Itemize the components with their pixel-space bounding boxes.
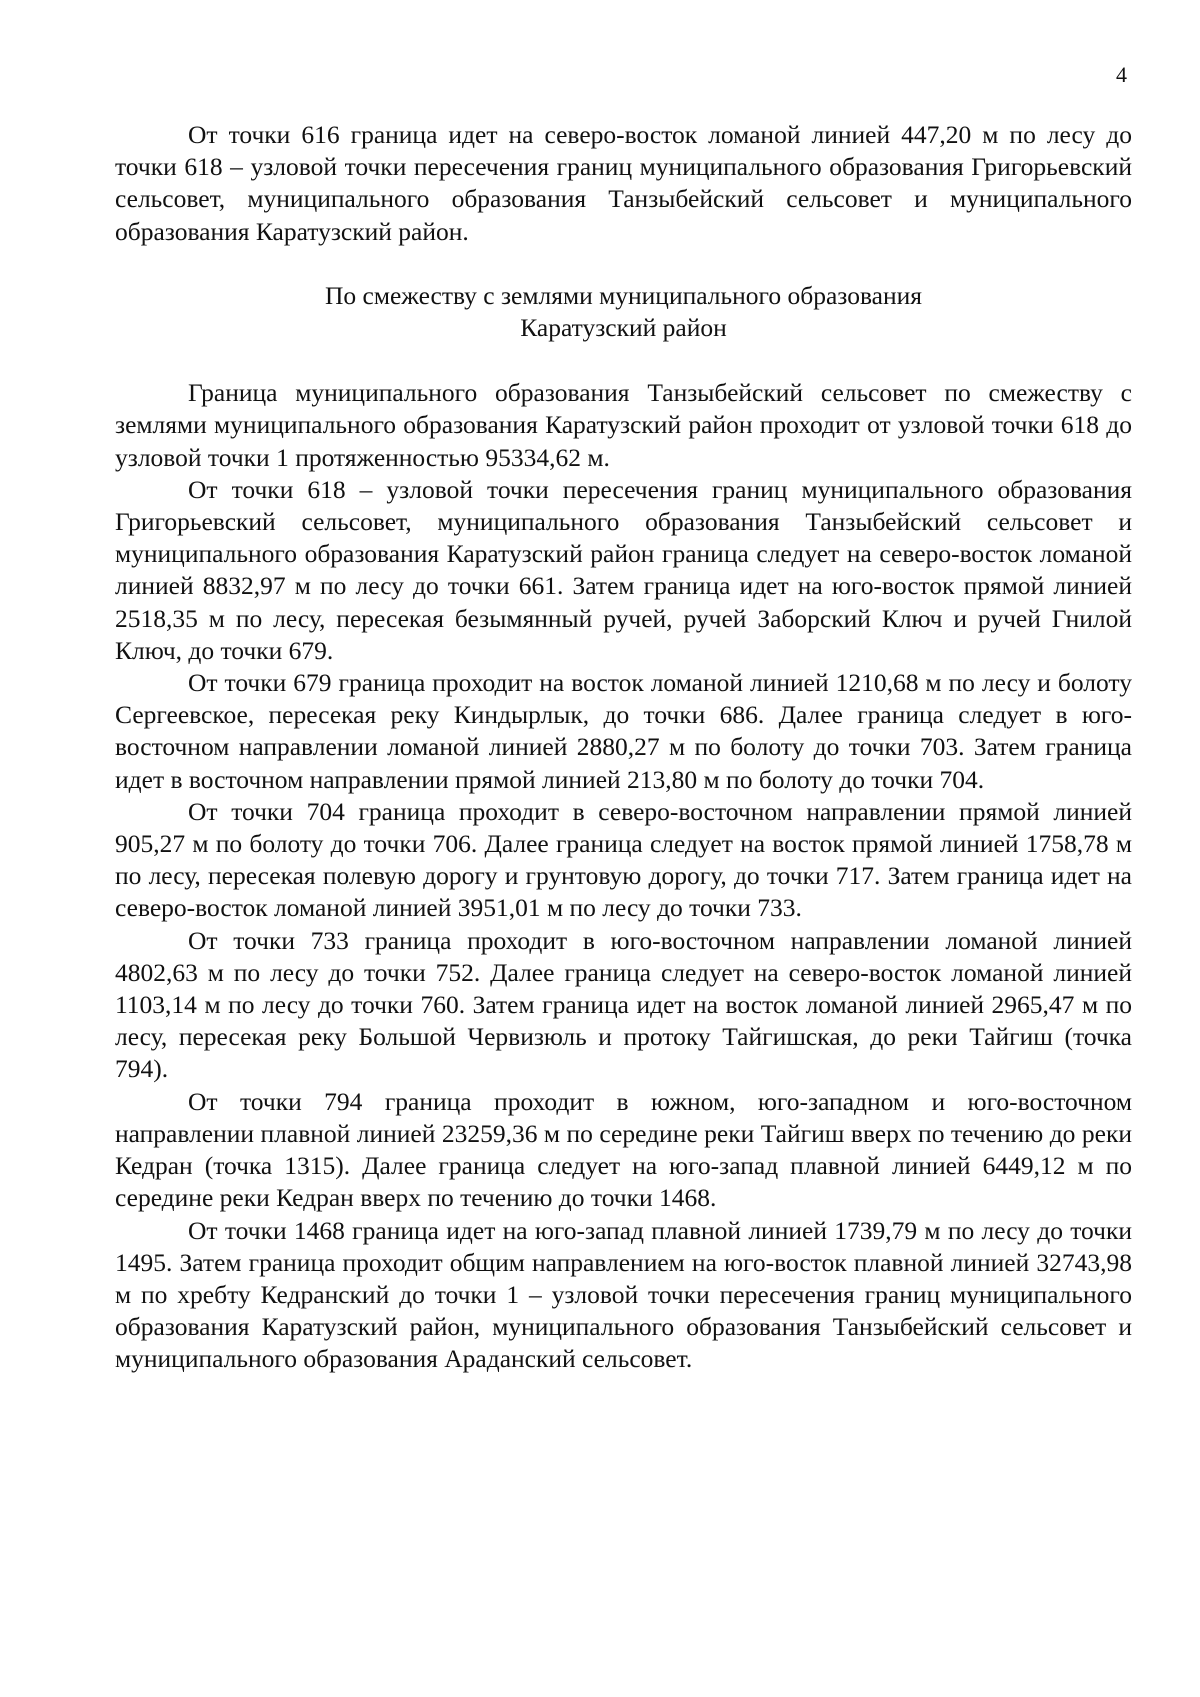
paragraph: От точки 733 граница проходит в юго-восточном направлении ломаной линией 4802,63 м по лесу до точки 752. Далее граница следует на северо-восток ломаной линией 1103,14 м по лесу до точки 760. Затем граница идет на восток ломаной линией 2965,47 м по лесу, пересекая реку Большой Червизюль и протоку Тайгишская, до реки Тайгиш (точка 794). xyxy=(115,925,1132,1084)
paragraph: От точки 1468 граница идет на юго-запад плавной линией 1739,79 м по лесу до точки 1495. Затем граница проходит общим направлением на юго-восток плавной линией 32743,98 м по хребту Кедранский до точки 1 – узловой точки пересечения границ муниципального образования Каратузский район, муниципального образования Танзыбейский сельсовет и муниципального образования Араданский сельсовет. xyxy=(115,1215,1132,1374)
paragraph: От точки 618 – узловой точки пересечения границ муниципального образования Григорьевский сельсовет, муниципального образования Танзыбейский сельсовет и муниципального образования Каратузский район граница следует на северо-восток ломаной линией 8832,97 м по лесу до точки 661. Затем граница идет на юго-восток прямой линией 2518,35 м по лесу, пересекая безымянный ручей, ручей Заборский Ключ и ручей Гнилой Ключ, до точки 679. xyxy=(115,474,1132,665)
document-body xyxy=(115,119,1132,1376)
paragraph: От точки 679 граница проходит на восток ломаной линией 1210,68 м по лесу и болоту Сергеевское, пересекая реку Киндырлык, до точки 686. Далее граница следует в юго-восточном направлении ломаной линией 2880,27 м по болоту до точки 703. Затем граница идет в восточном направлении прямой линией 213,80 м по болоту до точки 704. xyxy=(115,668,1132,794)
section-heading-line-1: По смежеству с землями муниципального образования xyxy=(324,280,922,310)
paragraph-intro: От точки 616 граница идет на северо-восток ломаной линией 447,20 м по лесу до точки 618 – узловой точки пересечения границ муниципального образования Григорьевский сельсовет, муниципального образования Танзыбейский сельсовет и муниципального образования Каратузский район. xyxy=(115,120,1132,246)
paragraph: Граница муниципального образования Танзыбейский сельсовет по смежеству с землями муниципального образования Каратузский район проходит от узловой точки 618 до узловой точки 1 протяженностью 95334,62 м. xyxy=(115,378,1132,472)
paragraph: От точки 794 граница проходит в южном, юго-западном и юго-восточном направлении плавной линией 23259,36 м по середине реки Тайгиш вверх по течению до реки Кедран (точка 1315). Далее граница следует на юго-запад плавной линией 6449,12 м по середине реки Кедран вверх по течению до точки 1468. xyxy=(115,1086,1132,1213)
paragraph: От точки 704 граница проходит в северо-восточном направлении прямой линией 905,27 м по болоту до точки 706. Далее граница следует на восток прямой линией 1758,78 м по лесу, пересекая полевую дорогу и грунтовую дорогу, до точки 717. Затем граница идет на северо-восток ломаной линией 3951,01 м по лесу до точки 733. xyxy=(115,796,1132,923)
page-number: 4 xyxy=(1116,62,1127,87)
section-heading-line-2: Каратузский район xyxy=(520,313,727,343)
